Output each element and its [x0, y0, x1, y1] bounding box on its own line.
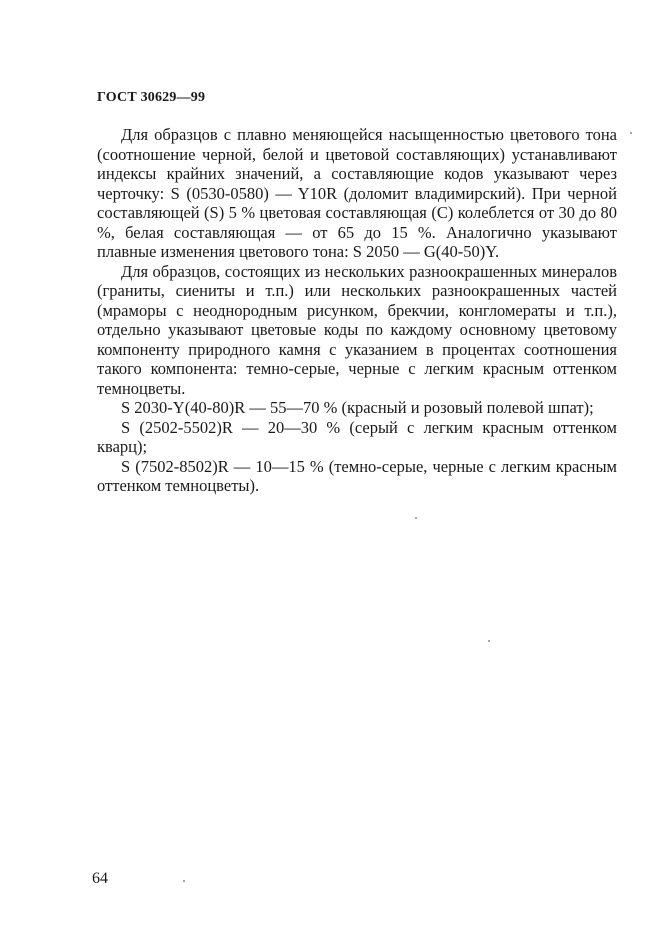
scan-speck: [630, 132, 632, 134]
page-number: 64: [92, 870, 108, 887]
scan-speck: [488, 640, 490, 642]
scan-speck: [415, 517, 417, 519]
scan-speck: [183, 880, 185, 882]
document-header: ГОСТ 30629—99: [97, 90, 206, 105]
paragraph-color-saturation: Для образцов с плавно меняющейся насыщенностью цветового тона (соотношение черной, белой и цветовой составляющих) устанавливают индексы крайних значений, а составляющие кодов указывают через черточку: S (0530-0580) — Y10R (доломит владимирский). При черной составляющей (S) 5 % цветовая составляющая (C) колеблется от 30 до 80 %, белая составляющая — от 65 до 15 %. Аналогично указывают плавные изменения цветового тона: S 2050 — G(40-50)Y.: [97, 125, 617, 261]
body-text: [97, 125, 617, 496]
paragraph-code-2: S (2502-5502)R — 20—30 % (серый с легким красным оттенком кварц);: [97, 417, 617, 456]
paragraph-code-3: S (7502-8502)R — 10—15 % (темно-серые, черные с легким красным оттенком темноцветы).: [97, 456, 617, 495]
paragraph-code-1: S 2030-Y(40-80)R — 55—70 % (красный и розовый полевой шпат);: [121, 398, 594, 417]
paragraph-multicolor-samples: Для образцов, состоящих из нескольких разноокрашенных минералов (граниты, сиениты и т.п.) или нескольких разноокрашенных частей (мраморы с неоднородным рисунком, брекчии, конгломераты и т.п.), отдельно указывают цветовые коды по каждому основному цветовому компоненту природного камня с указанием в процентах соотношения такого компонента: темно-серые, черные с легким красным оттенком темноцветы.: [97, 261, 617, 398]
